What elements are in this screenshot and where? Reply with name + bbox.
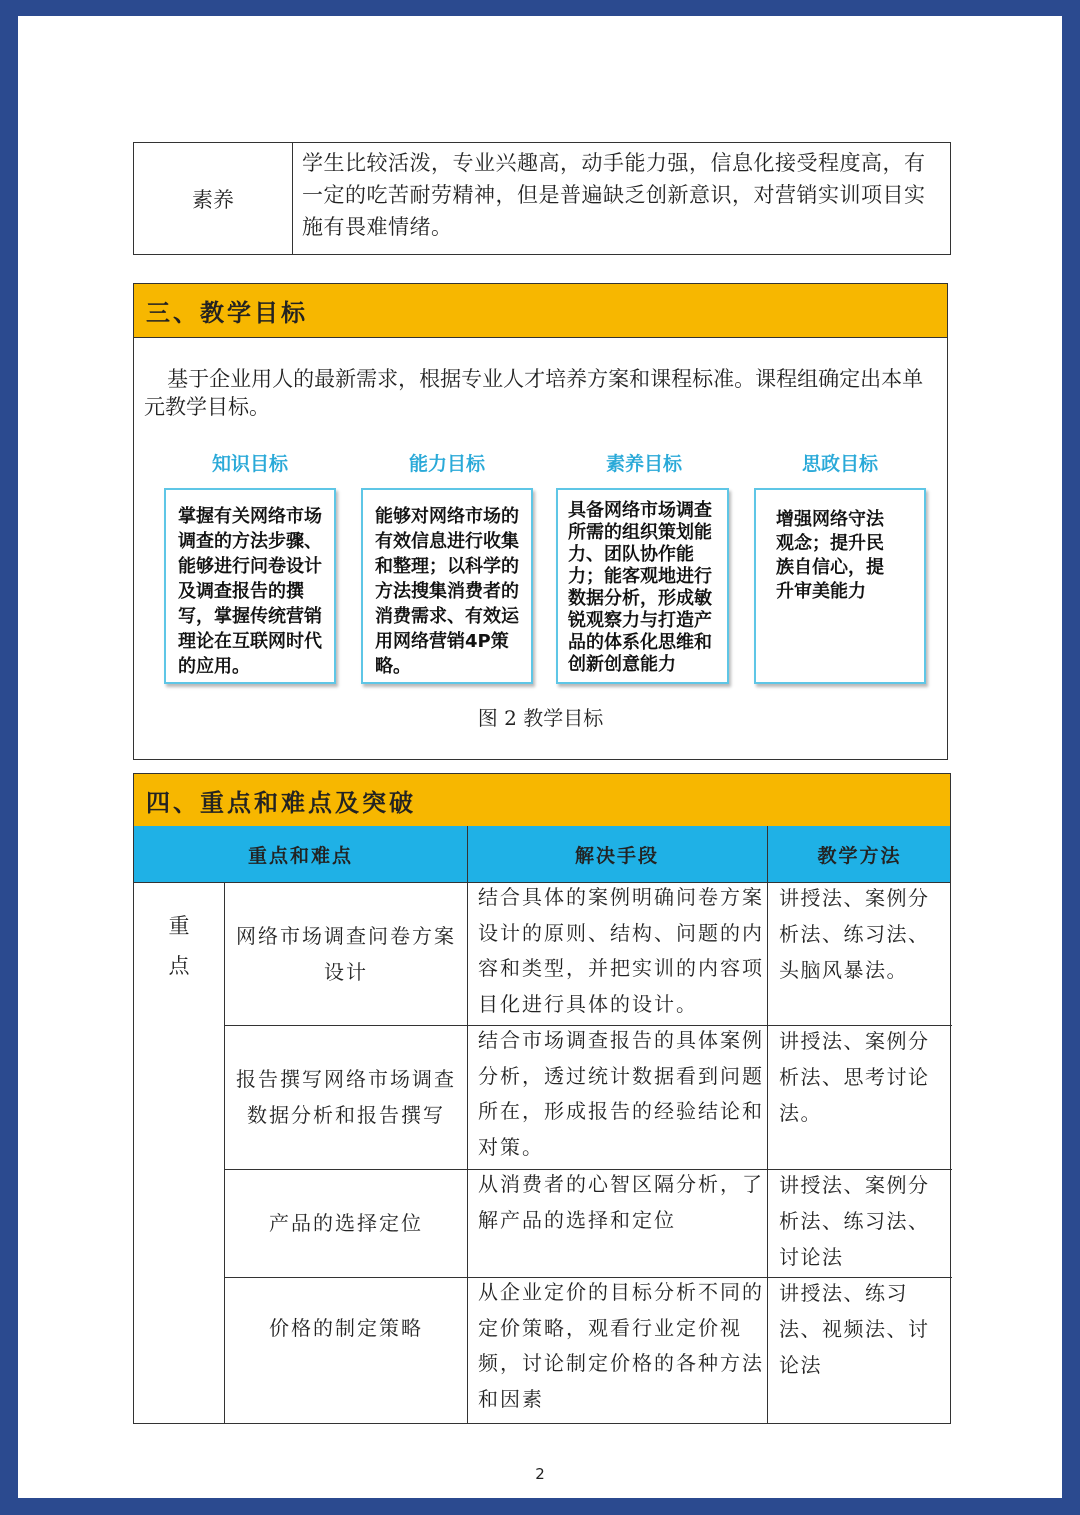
figure-caption: 图 2 教学目标 (477, 706, 604, 730)
table-row-method: 讲授法、案例分析法、思考讨论法。 (779, 1029, 930, 1125)
table-row-topic: 网络市场调查问卷方案设计 (236, 923, 456, 984)
table-row-means: 从消费者的心智区隔分析，了解产品的选择和定位 (478, 1172, 764, 1232)
goal-box-literacy: 具备网络市场调查所需的组织策划能力、团队协作能力；能客观地进行数据分析，形成敏锐观察力与打造产品的体系化思维和创新创意能力 (556, 488, 729, 684)
grid-line (467, 882, 468, 1424)
literacy-text: 学生比较活泼，专业兴趣高，动手能力强，信息化接受程度高，有一定的吃苦耐劳精神，但是普遍缺乏创新意识，对营销实训项目实施有畏难情绪。 (302, 151, 926, 239)
header-method: 教学方法 (817, 844, 902, 867)
table-row-topic: 价格的制定策略 (269, 1315, 423, 1340)
table-row-topic: 产品的选择定位 (269, 1211, 423, 1235)
document-page (18, 16, 1062, 1498)
goal-title-ability: 能力目标 (408, 453, 485, 475)
grid-line (767, 826, 768, 1424)
grid-line (467, 826, 468, 882)
table-divider (292, 143, 293, 254)
literacy-table (133, 142, 951, 255)
table-row-topic: 报告撰写网络市场调查数据分析和报告撰写 (236, 1067, 456, 1127)
header-means: 解决手段 (574, 844, 659, 867)
table-header-row (134, 826, 950, 883)
group-label-key: 重点 (168, 914, 190, 978)
section4-heading: 四、重点和难点及突破 (133, 773, 951, 828)
table-row-means: 结合具体的案例明确问卷方案设计的原则、结构、问题的内容和类型，并把实训的内容项目化进行具体的设计。 (478, 885, 764, 1016)
table-row-means: 结合市场调查报告的具体案例分析，透过统计数据看到问题所在，形成报告的经验结论和对策。 (478, 1028, 764, 1159)
goal-box-ideology: 增强网络守法观念；提升民族自信心，提升审美能力 (754, 488, 926, 684)
table-row-method: 讲授法、案例分析法、练习法、讨论法 (779, 1173, 930, 1269)
section3-body (133, 337, 948, 760)
section3-heading: 三、教学目标 (133, 283, 948, 338)
page-number: 2 (535, 1465, 545, 1483)
table-row-means: 从企业定价的目标分析不同的定价策略，观看行业定价视频，讨论制定价格的各种方法和因素 (478, 1280, 764, 1411)
goal-title-knowledge: 知识目标 (211, 453, 288, 475)
goal-title-literacy: 素养目标 (605, 453, 682, 475)
grid-line (224, 882, 225, 1424)
key-points-table (133, 826, 951, 1424)
literacy-label: 素养 (192, 187, 234, 212)
goal-box-knowledge: 掌握有关网络市场调查的方法步骤、能够进行问卷设计及调查报告的撰写，掌握传统营销理论在互联网时代的应用。 (164, 488, 336, 684)
table-row-method: 讲授法、练习法、视频法、讨论法 (779, 1281, 930, 1377)
header-key-points: 重点和难点 (247, 844, 353, 867)
goal-title-ideology: 思政目标 (801, 453, 878, 475)
table-row-method: 讲授法、案例分析法、练习法、头脑风暴法。 (779, 886, 930, 982)
goal-box-ability: 能够对网络市场的有效信息进行收集和整理；以科学的方法搜集消费者的消费需求、有效运用网络营销4P策略。 (361, 488, 533, 684)
section3-intro: 基于企业用人的最新需求，根据专业人才培养方案和课程标准。课程组确定出本单元教学目标。 (144, 367, 924, 419)
